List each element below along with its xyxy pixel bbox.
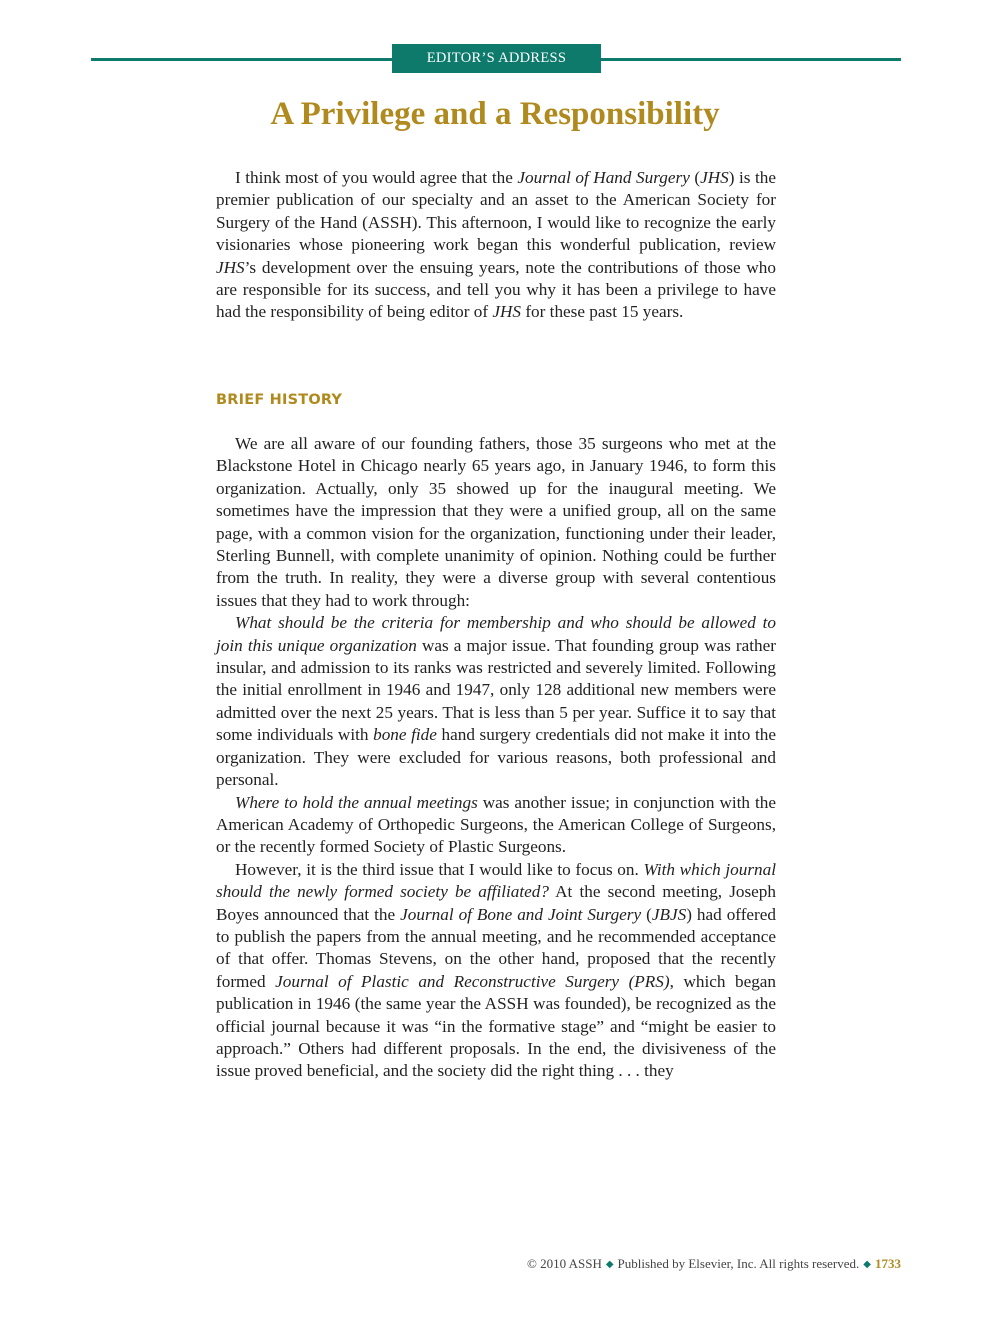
section-heading: BRIEF HISTORY [216, 392, 343, 408]
italic-text-run: What should be the criteria for membership and who should be allowed to join this unique organization [216, 613, 776, 655]
italic-text-run: JHS [700, 168, 729, 187]
italic-text-run: Journal of Plastic and Reconstructive Surgery (PRS) [275, 971, 670, 991]
text-run: ( [689, 168, 701, 187]
intro-block [216, 167, 776, 324]
page-footer [527, 1256, 901, 1272]
section-label: EDITOR’S ADDRESS [392, 44, 601, 73]
diamond-icon: ◆ [605, 1258, 614, 1270]
copyright-text: © 2010 ASSH [526, 1256, 602, 1271]
text-run: We are all aware of our founding fathers, those 35 surgeons who met at the Blackstone Hotel in Chicago nearly 65 years ago, in January 1946, to form this organization. Actually, only 35 showed up for the inaugural meeting. We sometimes have the impression that they were a unified group, all on the same page, with a common vision for the organization, functioning under their leader, Sterling Bunnell, with complete unanimity of opinion. Nothing could be further from the truth. In reality, they were a diverse group with several contentious issues that they had to work through: [216, 434, 776, 610]
page-number: 1733 [875, 1256, 901, 1271]
italic-text-run: Where to hold the annual meetings [235, 792, 478, 812]
italic-text-run: Journal of Bone and Joint Surgery [400, 904, 642, 924]
text-run: At the second meeting, Joseph Boyes announced that the [216, 882, 776, 924]
italic-text-run: JHS [216, 257, 245, 277]
italic-text-run: JHS [492, 302, 522, 322]
article-title: A Privilege and a Responsibility [270, 96, 720, 132]
italic-text-run: JBJS [651, 904, 687, 924]
italic-text-run: With which journal should the newly formed society be affiliated? [216, 859, 776, 902]
header-rule-right [600, 58, 901, 61]
body-paragraph [216, 433, 776, 612]
text-run: However, it is the third issue that I would like to focus on. [235, 859, 644, 879]
body-text [216, 433, 776, 1083]
text-run: for these past 15 years. [521, 302, 684, 322]
text-run: I think most of you would agree that the [235, 168, 518, 187]
text-run: ’s development over the ensuing years, note the contributions of those who are responsible for its success, and tell you why it has been a privilege to have had the responsibility of being editor of [216, 257, 776, 322]
publisher-text: Published by Elsevier, Inc. All rights reserved. [617, 1256, 860, 1271]
text-run: was another issue; in conjunction with the American Academy of Orthopedic Surgeons, the American College of Surgeons, or the recently formed Society of Plastic Surgeons. [216, 792, 776, 857]
diamond-icon: ◆ [863, 1258, 871, 1270]
italic-text-run: bone fide [373, 725, 437, 745]
text-run: , which began publication in 1946 (the same year the ASSH was founded), be recognized as the official journal because it was “in the formative stage” and “might be easier to approach.” Others had different proposals. In the end, the divisiveness of the issue proved beneficial, and the society did the right thing . . . they [216, 971, 777, 1081]
text-run: ) had offered to publish the papers from the annual meeting, and he recommended acceptance of that offer. Thomas Stevens, on the other hand, proposed that the recently formed [216, 904, 776, 991]
text-run: ( [641, 904, 652, 924]
italic-text-run: Journal of Hand Surgery [517, 168, 690, 187]
body-paragraph [216, 859, 776, 1083]
header-rule-left [91, 58, 393, 61]
text-run: hand surgery credentials did not make it into the organization. They were excluded for various reasons, both professional and personal. [216, 725, 776, 790]
text-run: ) is the premier publication of our specialty and an asset to the American Society for Surgery of the Hand (ASSH). This afternoon, I would like to recognize the early visionaries whose pioneering work began this wonderful publication, review [216, 168, 776, 255]
intro-paragraph [216, 167, 776, 324]
text-run: was a major issue. That founding group was rather insular, and admission to its ranks was restricted and severely limited. Following the initial enrollment in 1946 and 1947, only 128 additional new members were admitted over the next 25 years. That is less than 5 per year. Suffice it to say that some individuals with [216, 635, 776, 745]
body-paragraph [216, 792, 776, 859]
body-paragraph [216, 612, 776, 791]
